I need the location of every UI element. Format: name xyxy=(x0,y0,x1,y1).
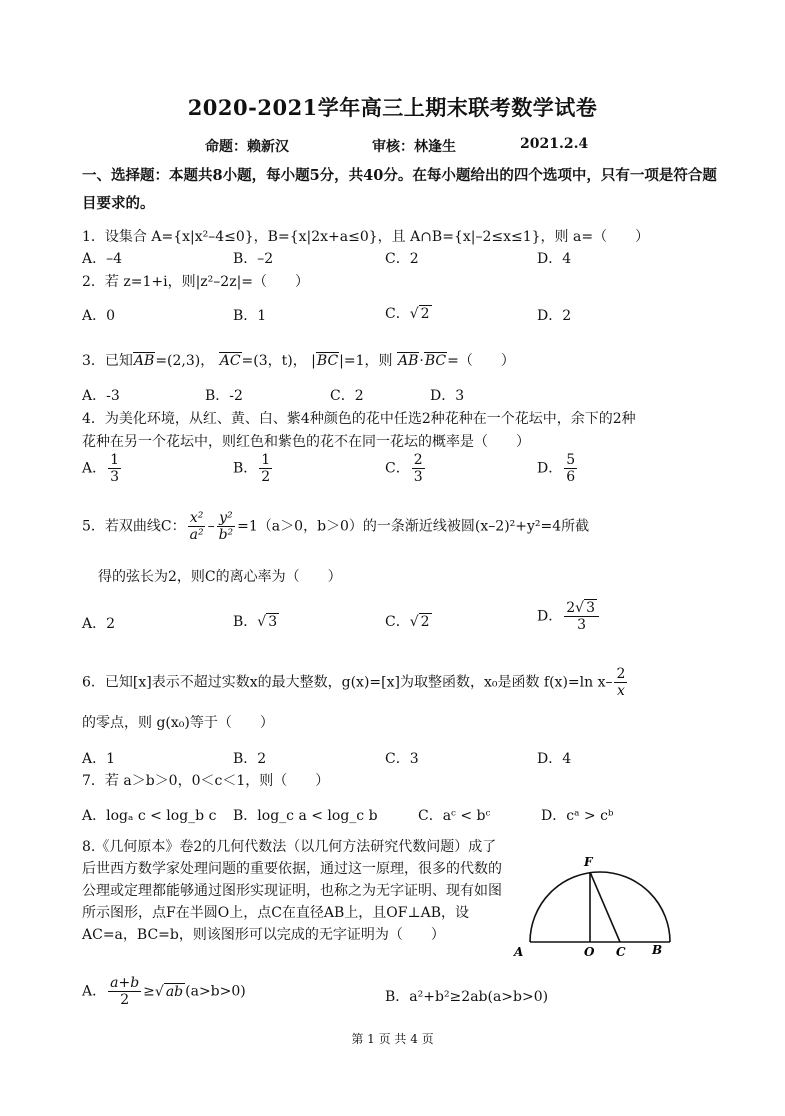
q5-prefix: 5．若双曲线C： xyxy=(82,518,186,535)
q6-text: 6．已知[x]表示不超过实数x的最大整数，g(x)=[x]为取整函数，x₀是函数 f(x)=ln x– xyxy=(82,674,613,691)
q3-bc-value: =1，则 xyxy=(343,353,393,369)
page-footer: 第 1 页 共 4 页 xyxy=(351,1032,434,1046)
numerator: y² xyxy=(219,510,233,526)
denominator: 6 xyxy=(566,469,576,486)
geq-sign: ≥ xyxy=(143,983,155,1000)
question-6-line2: 的零点，则 g(x₀)等于（ ） xyxy=(82,715,274,731)
q8-option-a-label: A． xyxy=(82,983,107,1000)
vector-bc: BC xyxy=(316,353,339,369)
author-credit: 命题：赖新汉 xyxy=(205,139,289,155)
q4-option-a xyxy=(82,452,123,485)
q1-option-c: C．2 xyxy=(385,251,419,267)
q6-option-d: D．4 xyxy=(537,751,572,767)
question-1-text: 1．设集合 A={x|x²–4≤0}，B={x|2x+a≤0}，且 A∩B={x|–2≤x≤1}，则 a=（ ） xyxy=(82,229,650,245)
radicand: 3 xyxy=(586,600,595,616)
q3-ac-value: =(3，t)， xyxy=(241,353,307,369)
q3-option-a: A．-3 xyxy=(82,388,120,404)
fraction xyxy=(108,975,141,1008)
question-4-line2: 花种在另一个花坛中，则红色和紫色的花不在同一花坛的概率是（ ） xyxy=(82,434,530,450)
radicand: 3 xyxy=(268,614,278,630)
q3-ab-value: =(2,3)， xyxy=(155,353,215,369)
reviewer-credit: 审核：林逢生 xyxy=(372,139,456,155)
segment-fc xyxy=(590,872,620,942)
page-title: 2020-2021学年高三上期末联考数学试卷 xyxy=(187,95,598,120)
q2-option-c-radicand: 2 xyxy=(420,306,430,322)
section-header-line1: 一、选择题：本题共8小题，每小题5分，共40分。在每小题给出的四个选项中，只有一项是符合题 xyxy=(82,167,717,184)
denominator: a² xyxy=(189,527,204,544)
label-c: C xyxy=(616,945,626,959)
question-5-line1 xyxy=(82,510,589,543)
vector-ab-dot: AB xyxy=(397,353,419,369)
denominator: b² xyxy=(218,527,234,544)
q4-option-c xyxy=(385,452,427,485)
q5-option-d-label: D． xyxy=(537,608,563,625)
q7-option-c: C．aᶜ < bᶜ xyxy=(418,808,491,824)
vector-bc-dot: BC xyxy=(424,353,447,369)
semicircle-figure xyxy=(510,850,680,960)
minus-sign: – xyxy=(207,518,215,535)
sqrt-symbol: √ 2 xyxy=(409,306,430,322)
q5-option-d xyxy=(537,600,601,633)
radicand: 2 xyxy=(420,614,430,630)
q5-equation-rest: =1（a＞0，b＞0）的一条渐近线被圆(x–2)²+y²=4所截 xyxy=(237,518,590,535)
sqrt-symbol: √ ab xyxy=(154,983,184,1000)
fraction xyxy=(259,452,272,485)
condition: (a>b>0) xyxy=(185,983,246,1000)
question-5-line2: 得的弦长为2，则C的离心率为（ ） xyxy=(98,569,342,585)
semicircle-arc xyxy=(530,872,670,942)
exam-date: 2021.2.4 xyxy=(520,136,589,152)
q4-option-b xyxy=(233,452,274,485)
label-f: F xyxy=(584,855,593,869)
denominator: 2 xyxy=(120,992,130,1009)
sqrt-symbol: √ 3 xyxy=(575,600,595,616)
vector-ab: AB xyxy=(133,353,155,369)
fraction xyxy=(108,452,121,485)
vector-ac: AC xyxy=(219,353,241,369)
question-2-text: 2．若 z=1+i，则|z²–2z|=（ ） xyxy=(82,274,310,290)
q6-option-b: B．2 xyxy=(233,751,267,767)
numerator: x² xyxy=(189,510,204,526)
q1-option-a: A．–4 xyxy=(82,251,123,267)
label-o: O xyxy=(584,945,595,959)
label-b: B xyxy=(652,943,663,957)
q8-option-a xyxy=(82,975,246,1008)
q4-option-a-label: A． xyxy=(82,460,107,477)
fraction xyxy=(614,666,627,699)
q4-option-b-label: B． xyxy=(233,460,258,477)
numerator: 1 xyxy=(261,452,271,468)
fraction-x2-a2 xyxy=(188,510,206,543)
q5-option-b xyxy=(233,611,279,631)
dot-operator: · xyxy=(419,353,424,369)
question-3-text: 3．已知AB=(2,3)， AC=(3，t)， |BC|=1，则 AB·BC=（ ） xyxy=(82,353,515,369)
q6-option-c: C．3 xyxy=(385,751,419,767)
q7-option-a: A．logₐ c < log_b c xyxy=(82,808,217,824)
fraction xyxy=(564,600,599,633)
q4-option-d-label: D． xyxy=(537,460,563,477)
numerator: 2 xyxy=(413,452,423,468)
q4-option-c-label: C． xyxy=(385,460,410,477)
q2-option-b: B．1 xyxy=(233,308,267,324)
question-8-paragraph: 8.《几何原本》卷2的几何代数法（以几何方法研究代数问题）成了后世西方数学家处理问题的重要依据，通过这一原理，很多的代数的公理或定理都能够通过图形实现证明，也称之为无字证明、现有如图所示图形，点F在半圆O上，点C在直径AB上，且OF⊥AB，设AC=a，BC=b，则该图形可以完成的无字证明为（ ） xyxy=(82,839,502,943)
q1-option-d: D．4 xyxy=(537,251,572,267)
denominator: 3 xyxy=(577,617,587,634)
q3-option-c: C．2 xyxy=(330,388,364,404)
sqrt-symbol: √ 2 xyxy=(409,614,430,630)
q5-option-a: A．2 xyxy=(82,616,116,632)
coefficient: 2 xyxy=(566,600,576,616)
label-a: A xyxy=(514,945,524,959)
denominator: 3 xyxy=(110,469,120,486)
q4-option-d xyxy=(537,452,579,485)
q3-option-d: D．3 xyxy=(430,388,465,404)
q5-option-c-label: C． xyxy=(385,614,410,630)
q8-option-b: B．a²+b²≥2ab(a>b>0) xyxy=(385,989,549,1005)
q3-prefix: 3．已知 xyxy=(82,353,133,369)
numerator: 1 xyxy=(110,452,120,468)
fraction xyxy=(564,452,577,485)
q3-suffix: =（ ） xyxy=(447,353,515,369)
q6-option-a: A．1 xyxy=(82,751,116,767)
q7-option-d: D．cᵃ > cᵇ xyxy=(541,808,614,824)
radicand: ab xyxy=(165,983,184,1000)
q3-option-b: B．-2 xyxy=(205,388,243,404)
q5-option-b-label: B． xyxy=(233,614,258,630)
denominator: x xyxy=(616,683,625,700)
q1-option-b: B．–2 xyxy=(233,251,274,267)
numerator: 5 xyxy=(566,452,576,468)
sqrt-symbol: √ 3 xyxy=(257,614,278,630)
numerator: a+b xyxy=(110,975,140,991)
question-6-line1 xyxy=(82,666,629,699)
question-7-text: 7．若 a＞b＞0，0＜c＜1，则（ ） xyxy=(82,773,330,789)
numerator xyxy=(564,600,599,617)
q2-option-a: A．0 xyxy=(82,308,116,324)
q2-option-c-label: C． xyxy=(385,306,410,322)
q2-option-c xyxy=(385,303,432,323)
fraction-y2-b2 xyxy=(217,510,236,543)
q2-option-d: D．2 xyxy=(537,308,572,324)
section-header-line2: 目要求的。 xyxy=(82,195,155,212)
denominator: 3 xyxy=(413,469,423,486)
numerator: 2 xyxy=(616,666,626,682)
question-4-line1: 4．为美化环境，从红、黄、白、紫4种颜色的花中任选2种花种在一个花坛中，余下的2种 xyxy=(82,411,636,427)
fraction xyxy=(412,452,425,485)
denominator: 2 xyxy=(261,469,271,486)
q5-option-c xyxy=(385,611,432,631)
q7-option-b: B．log_c a < log_c b xyxy=(233,808,378,824)
